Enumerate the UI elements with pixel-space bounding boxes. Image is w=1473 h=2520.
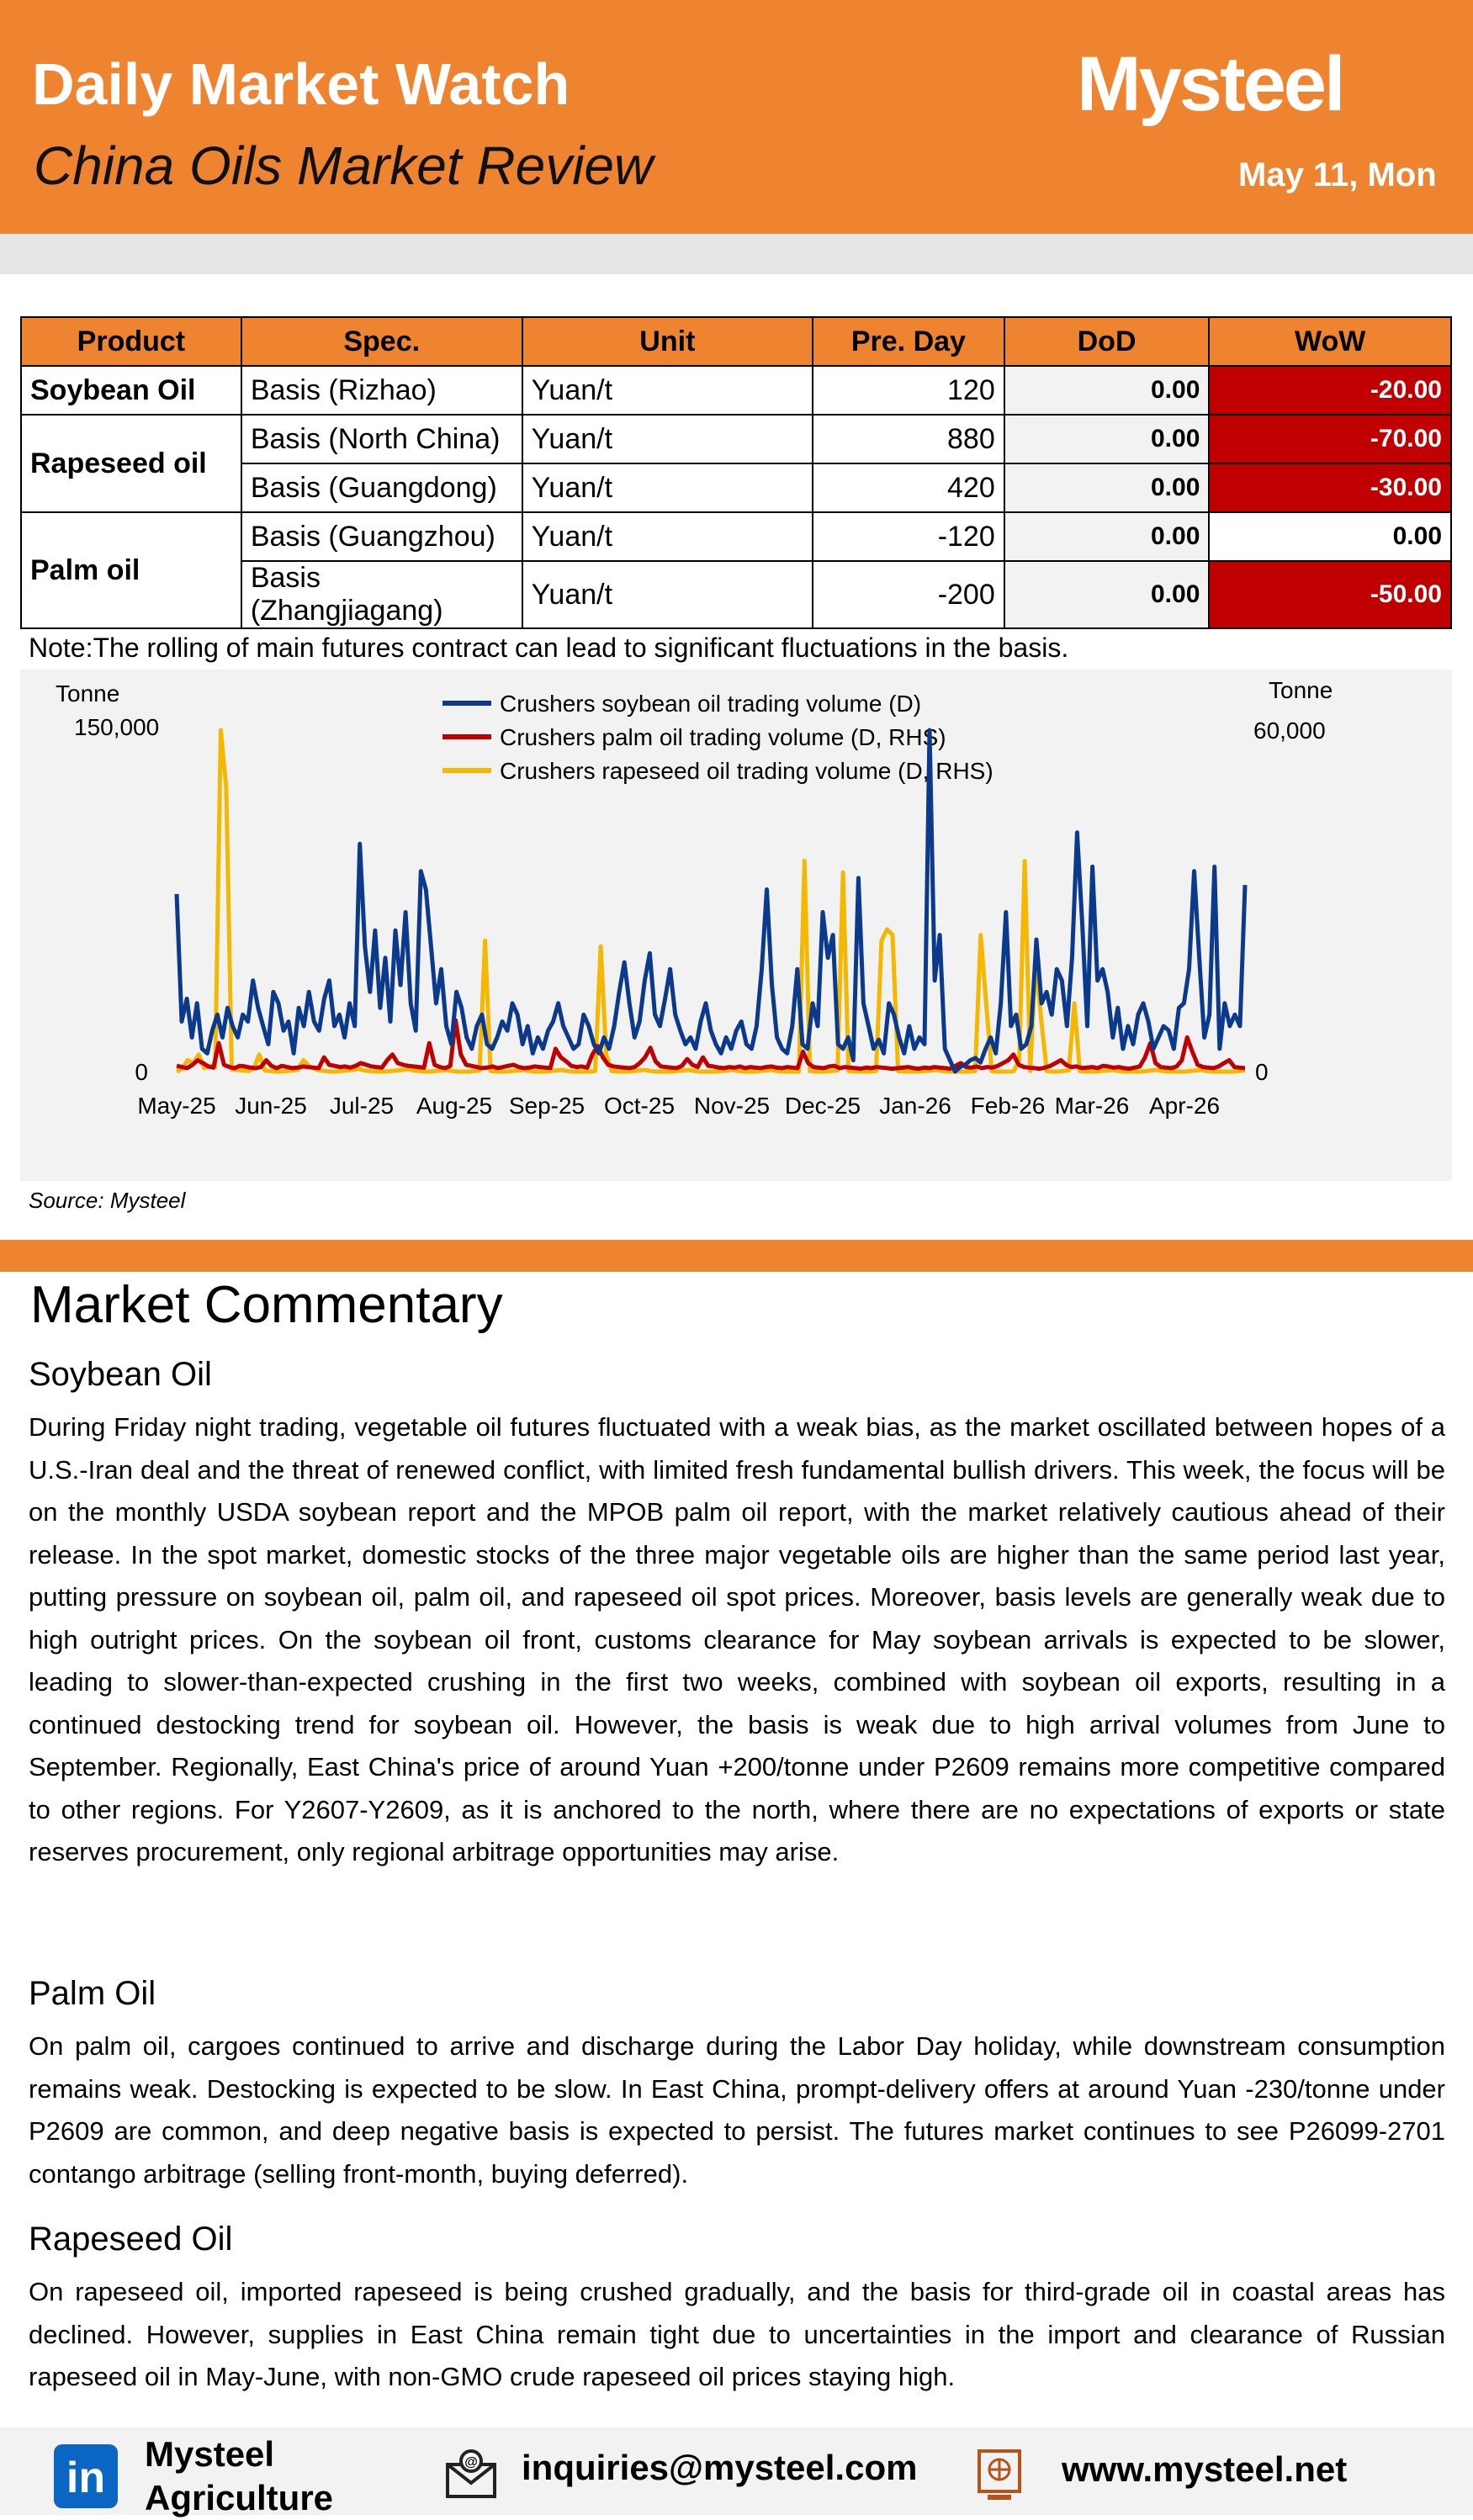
chart-panel bbox=[20, 670, 1452, 1181]
dod-cell: 0.00 bbox=[1004, 463, 1210, 512]
wow-cell: 0.00 bbox=[1209, 512, 1451, 561]
section-text-soybean: During Friday night trading, vegetable oil futures fluctuated with a weak bias, as the market oscillated between hopes of a U.S.-Iran deal and the threat of renewed conflict, with limited fresh fundamental bullish drivers. This week, the focus will be on the monthly USDA soybean report and the MPOB palm oil report, with the market relatively cautious ahead of their release. In the spot market, domestic stocks of the three major vegetable oils are higher than the same period last year, putting pressure on soybean oil, palm oil, and rapeseed oil spot prices. Moreover, basis levels are generally weak due to high outright prices. On the soybean oil front, customs clearance for May soybean arrivals is expected to be slower, leading to slower-than-expected crushing in the first two weeks, combined with soybean oil exports, resulting in a continued destocking trend for soybean oil. However, the basis is weak due to high arrival volumes from June to September. Regionally, East China's price of around Yuan +200/tonne under P2609 remains more competitive compared to other regions. For Y2607-Y2609, as it is anchored to the north, where there are no expectations of exports or state reserves procurement, only regional arbitrage opportunities may arise. bbox=[29, 1412, 1445, 1866]
table-note: Note:The rolling of main futures contract can lead to significant fluctuations in the basis. bbox=[29, 633, 1069, 663]
spec-cell: Basis (Guangdong) bbox=[241, 463, 522, 512]
x-tick-label: Aug-25 bbox=[416, 1093, 493, 1119]
pre-day-cell: 120 bbox=[813, 366, 1004, 415]
section-heading-rapeseed: Rapeseed Oil bbox=[29, 2221, 233, 2258]
chart-source: Source: Mysteel bbox=[29, 1188, 186, 1213]
wow-cell: -20.00 bbox=[1209, 366, 1451, 415]
pre-day-cell: -120 bbox=[813, 512, 1004, 561]
dod-cell: 0.00 bbox=[1004, 561, 1210, 628]
x-tick-label: Apr-26 bbox=[1148, 1093, 1221, 1119]
x-tick-label: Nov-25 bbox=[693, 1093, 771, 1119]
column-header: Product bbox=[21, 317, 241, 366]
x-tick-label: May-25 bbox=[137, 1093, 216, 1119]
spec-cell: Basis (Zhangjiagang) bbox=[241, 561, 522, 628]
wow-cell: -50.00 bbox=[1209, 561, 1451, 628]
x-tick-label: Jun-25 bbox=[235, 1093, 307, 1119]
x-tick-label: Jan-26 bbox=[879, 1093, 951, 1119]
x-tick-label: Feb-26 bbox=[970, 1093, 1046, 1119]
section-heading-soybean: Soybean Oil bbox=[29, 1356, 212, 1393]
table-header-row bbox=[21, 317, 1451, 366]
x-tick-label: Dec-25 bbox=[784, 1093, 861, 1119]
spec-cell: Basis (North China) bbox=[241, 415, 522, 463]
footer-email-link[interactable]: inquiries@mysteel.com bbox=[522, 2448, 918, 2487]
report-subtitle: China Oils Market Review bbox=[34, 135, 654, 196]
y-left-tick-label: 0 bbox=[135, 1059, 148, 1085]
y-right-tick-label: 60,000 bbox=[1253, 717, 1326, 744]
section-text-rapeseed: On rapeseed oil, imported rapeseed is being crushed gradually, and the basis for third-grade oil in coastal areas has declined. However, supplies in East China remain tight due to uncertainties in the import and clearance of Russian rapeseed oil in May-June, with non-GMO crude rapeseed oil prices staying high. bbox=[29, 2277, 1445, 2391]
dod-cell: 0.00 bbox=[1004, 366, 1210, 415]
y-left-axis-label: Tonne bbox=[56, 680, 120, 707]
x-tick-label: Jul-25 bbox=[329, 1093, 395, 1119]
footer-website-link[interactable]: www.mysteel.net bbox=[1062, 2449, 1348, 2489]
section-heading-palm: Palm Oil bbox=[29, 1975, 156, 2012]
chart-legend bbox=[442, 691, 993, 784]
section-text-palm: On palm oil, cargoes continued to arrive and discharge during the Labor Day holiday, while downstream consumption remains weak. Destocking is expected to be slow. In East China, prompt-delivery offers at around Yuan -230/tonne under P2609 are common, and deep negative basis is expected to persist. The futures market continues to see P26099-2701 contango arbitrage (selling front-month, buying deferred). bbox=[29, 2031, 1445, 2189]
column-header: Unit bbox=[522, 317, 813, 366]
table-row bbox=[21, 512, 1451, 561]
column-header: WoW bbox=[1209, 317, 1451, 366]
dod-cell: 0.00 bbox=[1004, 512, 1210, 561]
report-date: May 11, Mon bbox=[1238, 156, 1437, 193]
spec-cell: Basis (Guangzhou) bbox=[241, 512, 522, 561]
footer-brand-line2: Agriculture bbox=[145, 2478, 334, 2517]
dod-cell: 0.00 bbox=[1004, 415, 1210, 463]
x-tick-label: Sep-25 bbox=[508, 1093, 585, 1119]
y-right-axis-label: Tonne bbox=[1269, 677, 1333, 703]
footer-brand[interactable] bbox=[145, 2433, 333, 2520]
legend-label-palm: Crushers palm oil trading volume (D, RHS) bbox=[500, 724, 946, 750]
unit-cell: Yuan/t bbox=[522, 561, 813, 628]
report-title: Daily Market Watch bbox=[32, 51, 570, 117]
y-left-tick-label: 150,000 bbox=[74, 714, 160, 740]
unit-cell: Yuan/t bbox=[522, 512, 813, 561]
product-cell: Palm oil bbox=[21, 512, 241, 628]
unit-cell: Yuan/t bbox=[522, 463, 813, 512]
product-cell: Rapeseed oil bbox=[21, 415, 241, 512]
commentary-title: Market Commentary bbox=[30, 1276, 503, 1334]
header-divider bbox=[0, 234, 1473, 274]
column-header: DoD bbox=[1004, 317, 1210, 366]
pre-day-cell: 880 bbox=[813, 415, 1004, 463]
basis-table bbox=[20, 316, 1452, 629]
x-tick-label: Oct-25 bbox=[603, 1093, 676, 1119]
unit-cell: Yuan/t bbox=[522, 415, 813, 463]
spec-cell: Basis (Rizhao) bbox=[241, 366, 522, 415]
mysteel-logo: Mysteel bbox=[1077, 41, 1343, 127]
footer-brand-line1: Mysteel bbox=[145, 2434, 275, 2474]
website-icon bbox=[976, 2448, 1023, 2501]
legend-label-soybean: Crushers soybean oil trading volume (D) bbox=[500, 691, 922, 717]
pre-day-cell: -200 bbox=[813, 561, 1004, 628]
legend-label-rapeseed: Crushers rapeseed oil trading volume (D, RHS) bbox=[500, 758, 993, 784]
trading-volume-chart bbox=[20, 670, 1452, 1181]
table-row bbox=[21, 366, 1451, 415]
section-divider bbox=[0, 1240, 1473, 1272]
column-header: Spec. bbox=[241, 317, 522, 366]
product-cell: Soybean Oil bbox=[21, 366, 241, 415]
y-right-tick-label: 0 bbox=[1255, 1059, 1269, 1085]
email-icon bbox=[444, 2448, 498, 2500]
svg-text:@: @ bbox=[464, 2455, 478, 2470]
unit-cell: Yuan/t bbox=[522, 366, 813, 415]
x-axis bbox=[137, 1093, 1220, 1119]
linkedin-icon[interactable]: in bbox=[54, 2444, 118, 2508]
table-row bbox=[21, 415, 1451, 463]
wow-cell: -30.00 bbox=[1209, 463, 1451, 512]
pre-day-cell: 420 bbox=[813, 463, 1004, 512]
wow-cell: -70.00 bbox=[1209, 415, 1451, 463]
column-header: Pre. Day bbox=[813, 317, 1004, 366]
x-tick-label: Mar-26 bbox=[1054, 1093, 1130, 1119]
